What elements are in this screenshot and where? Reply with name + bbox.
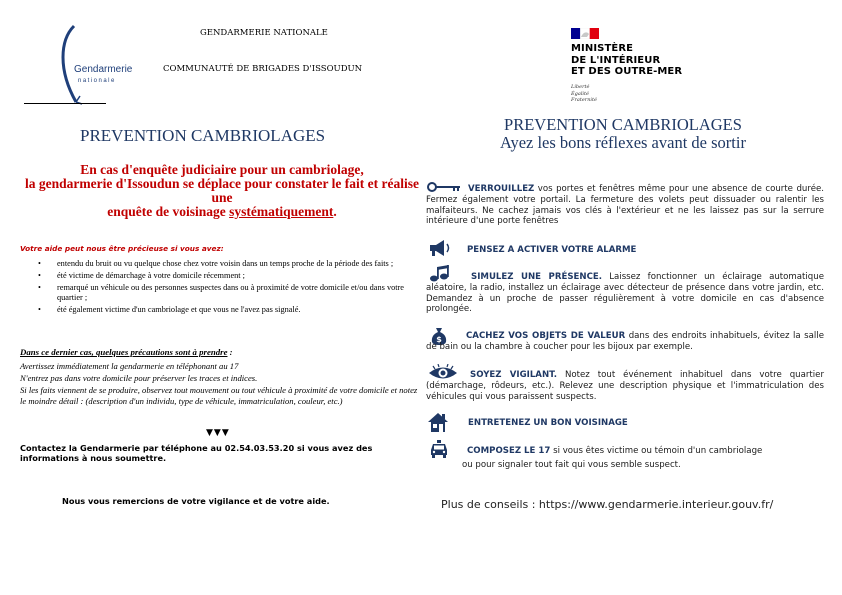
para-valuables	[426, 331, 824, 353]
intro-line-3	[20, 205, 424, 219]
thanks-text: Nous vous remercions de votre vigilance et de votre aide.	[62, 496, 330, 506]
help-heading: Votre aide peut nous être précieuse si vous avez:	[20, 244, 224, 253]
intro-line-1: En cas d'enquête judiciaire pour un cambriolage,	[80, 162, 364, 177]
gendarmerie-logo-sub: nationale	[78, 78, 116, 84]
para-call-17-line2: ou pour signaler tout fait qui vous semble suspect.	[462, 460, 681, 470]
ministry-motto	[571, 84, 597, 104]
para-valuables-text: dans des endroits inhabituels, évitez la salle de bain ou la chambre à coucher pour les bijoux par exemple.	[426, 331, 824, 352]
intro-line-3c: .	[333, 204, 337, 219]
help-item-text: entendu du bruit ou vu quelque chose chez votre voisin dans un temps proche de la période des faits ;	[57, 259, 394, 268]
para-call-17-bold: COMPOSEZ LE 17	[467, 446, 551, 456]
para-lock-text: vos portes et fenêtres même pour une absence de courte durée. Fermez également votre portail. La fermeture des volets peut dissuader ou ralentir les malfaiteurs. Ne cachez jamais vos clés à l'extérieur et ne les laissez pas sur la serrure intérieure d'une porte fenêtres	[426, 184, 824, 227]
para-valuables-bold: CACHEZ VOS OBJETS DE VALEUR	[466, 331, 626, 341]
motto-egalite: Égalité	[571, 90, 589, 97]
ministry-name	[571, 43, 682, 78]
help-item-text: été également victime d'un cambriolage et que vous ne l'avez pas signalé.	[57, 304, 301, 314]
logo-divider	[24, 103, 106, 104]
left-title: PREVENTION CAMBRIOLAGES	[80, 126, 326, 145]
motto-liberte: Liberté	[571, 84, 590, 90]
org-name: GENDARMERIE NATIONALE	[200, 28, 328, 38]
right-title	[443, 116, 803, 152]
intro-line-2: la gendarmerie d'Issoudun se déplace pour constater le fait et réalise une	[25, 176, 419, 205]
precaution-line: Si les faits viennent de se produire, observez tout mouvement ou tout véhicule à proximité de votre domicile et notez le moindre détail : (description d'un individu, type de véhicule, immatriculation, couleur, etc.)	[20, 384, 418, 407]
help-item-text: été victime de démarchage à votre domicile récemment ;	[57, 271, 245, 281]
help-item	[20, 271, 420, 280]
help-list	[20, 259, 420, 317]
help-item	[20, 305, 420, 314]
precaution-heading-text: Dans ce dernier cas, quelques précautions sont à prendre	[20, 347, 228, 357]
para-call-17-text: si vous êtes victime ou témoin d'un cambriolage	[550, 446, 763, 456]
para-alarm	[426, 245, 824, 256]
right-title-line-1: PREVENTION CAMBRIOLAGES	[504, 115, 742, 134]
gendarmerie-logo	[52, 22, 132, 112]
bullet-icon: •	[38, 271, 41, 281]
para-call-17	[426, 446, 824, 457]
bullet-icon: •	[38, 259, 41, 268]
svg-text:$: $	[436, 335, 442, 344]
intro-line-3b: systématiquement	[229, 204, 334, 219]
ministry-line-1: MINISTÈRE	[571, 43, 634, 54]
para-alarm-bold: PENSEZ A ACTIVER VOTRE ALARME	[467, 245, 637, 255]
precaution-line: N'entrez pas dans votre domicile pour préserver les traces et indices.	[20, 372, 258, 383]
brigade-name: COMMUNAUTÉ DE BRIGADES D'ISSOUDUN	[163, 64, 363, 74]
help-item	[20, 283, 420, 301]
para-vigilant-bold: SOYEZ VIGILANT.	[470, 370, 557, 380]
contact-text: Contactez la Gendarmerie par téléphone au 02.54.03.53.20 si vous avez des informations à nous soumettre.	[20, 443, 373, 464]
precaution-colon: :	[227, 347, 233, 357]
gendarmerie-logo-text: Gendarmerie	[74, 64, 132, 75]
para-neighbours	[426, 418, 824, 429]
intro-line-3a: enquête de voisinage	[107, 204, 230, 219]
bullet-icon: •	[38, 283, 41, 293]
precaution-heading	[20, 347, 233, 357]
para-presence	[426, 272, 824, 315]
para-presence-text: Laissez fonctionner un éclairage automatique aléatoire, la radio, installez un éclairage avec détecteur de présence dans votre jardin, etc. Demandez à un proche de passer régulièrement à votre domicile en cas d'absence prolongée.	[426, 272, 824, 315]
precaution-line: Avertissez immédiatement la gendarmerie en téléphonant au 17	[20, 361, 239, 371]
help-item-text: remarqué un véhicule ou des personnes suspectes dans ou à proximité de votre domicile et/ou dans votre quartier ;	[57, 283, 404, 302]
para-neighbours-bold: ENTRETENEZ UN BON VOISINAGE	[468, 418, 628, 428]
marianne-flag-icon	[571, 28, 599, 39]
motto-fraternite: Fraternité	[571, 97, 597, 103]
left-intro	[20, 163, 424, 219]
precaution-text	[20, 361, 420, 408]
help-item	[20, 259, 420, 268]
ministry-line-3: ET DES OUTRE-MER	[571, 66, 683, 77]
para-vigilant	[426, 370, 824, 402]
para-presence-bold: SIMULEZ UNE PRÉSENCE.	[471, 272, 603, 282]
ministry-line-2: DE L'INTÉRIEUR	[571, 54, 661, 66]
bullet-icon: •	[38, 304, 41, 314]
right-title-line-2: Ayez les bons réflexes avant de sortir	[500, 133, 746, 152]
para-lock-bold: VERROUILLEZ	[468, 184, 535, 194]
para-lock	[426, 184, 824, 227]
more-tips-link[interactable]: Plus de conseils : https://www.gendarmerie.interieur.gouv.fr/	[441, 498, 774, 511]
para-vigilant-text: Notez tout événement inhabituel dans votre quartier (démarchage, rôdeurs, etc.). Relevez une description physique et l'immatriculation des véhicules qui vous paraissent suspects.	[426, 370, 825, 402]
down-triangles-icon: ▼▼▼	[206, 428, 230, 438]
